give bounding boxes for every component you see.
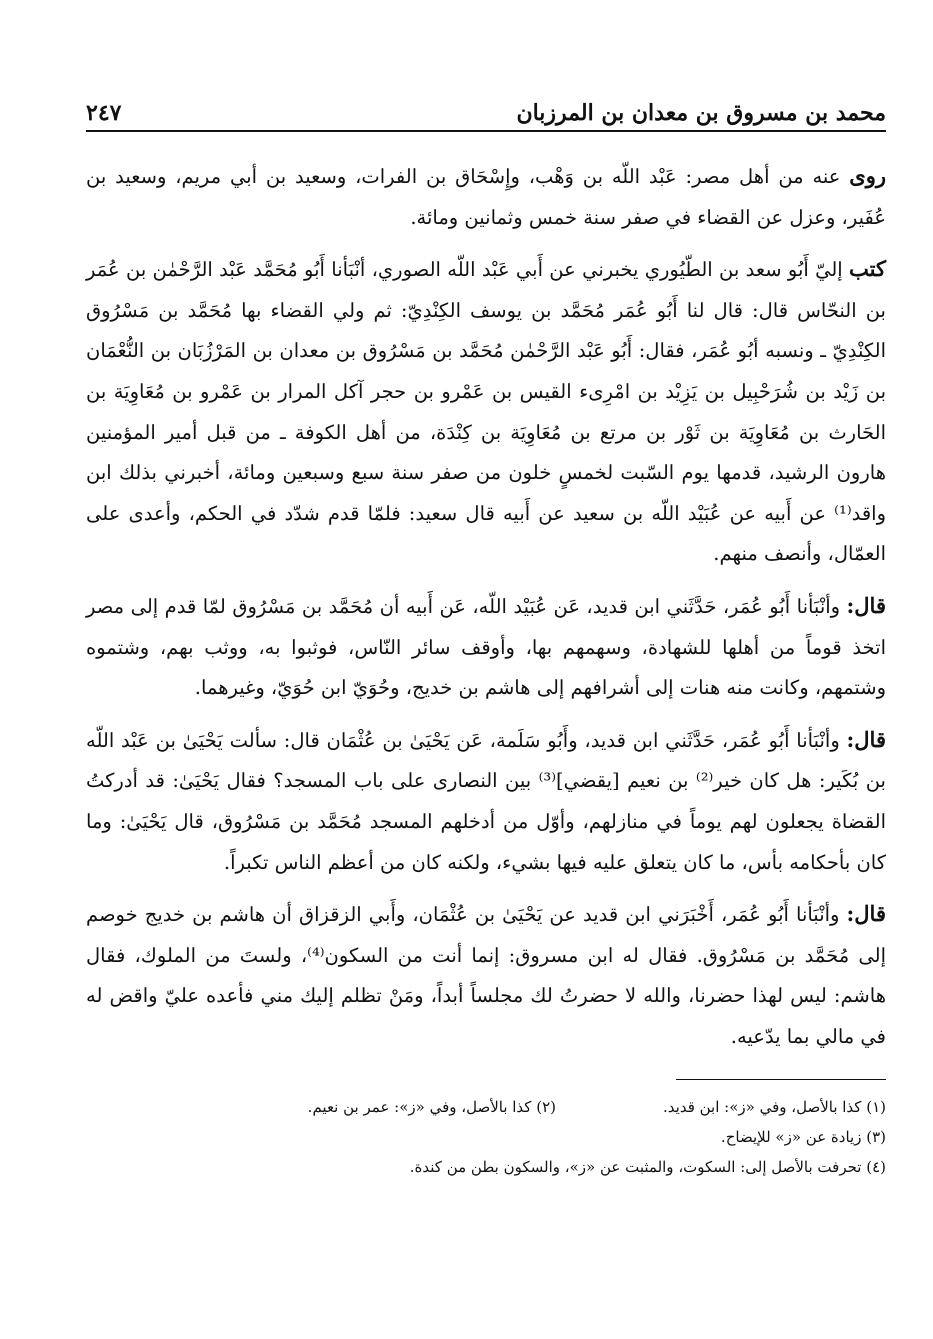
footnote: (١) كذا بالأصل، وفي «ز»: ابن قديد.	[663, 1098, 886, 1117]
book-page	[86, 86, 886, 1182]
paragraph-lead-word: روى	[849, 163, 886, 188]
main-text	[86, 156, 886, 1057]
footnote-row	[86, 1092, 886, 1122]
paragraph-text: وأنْبَأنا أَبُو عُمَر، حَدَّثَني ابن قديد، وأَبُو سَلَمة، عَن يَحْيَىٰ بن عُثْمَان قال: سألت يَحْيَىٰ بن عَبْد اللّه بن بُكَير: هل كان خير⁽²⁾ بن نعيم [يقضي]⁽³⁾ بين النصارى على باب المسجد؟ فقال يَحْيَىٰ: قد أدركتُ القضاة يجعلون لهم يوماً في منازلهم، وأوّل من أدخلهم المسجد مُحَمَّد بن مَسْرُوق، قال يَحْيَىٰ: وما كان بأحكامه بأس، ما كان يتعلق عليه فيها بشيء، ولكنه كان من أعظم الناس تكبراً.	[86, 728, 886, 874]
paragraph-text: عنه من أهل مصر: عَبْد اللّه بن وَهْب، وإِسْحَاق بن الفرات، وسعيد بن أبي مريم، وسعيد بن عُفَير، وعزل عن القضاء في صفر سنة خمس وثمانين ومائة.	[86, 165, 886, 229]
running-header	[86, 86, 886, 126]
paragraph	[86, 720, 886, 883]
paragraph	[86, 586, 886, 709]
footnote: (٢) كذا بالأصل، وفي «ز»: عمر بن نعيم.	[307, 1098, 556, 1117]
footnotes	[86, 1092, 886, 1182]
header-rule	[86, 130, 886, 132]
footnote: (٤) تحرفت بالأصل إلى: السكوت، والمثبت عن «ز»، والسكون بطن من كندة.	[409, 1158, 886, 1177]
paragraph-lead-word: كتب	[849, 256, 886, 282]
paragraph	[86, 249, 886, 575]
paragraph-text: إليّ أَبُو سعد بن الطّيُوري يخبرني عن أَبي عَبْد اللّه الصوري، أنْبَأنا أَبُو مُحَمَّد عَبْد الرَّحْمٰن بن عُمَر بن النحّاس قال: قال لنا أَبُو عُمَر مُحَمَّد بن يوسف الكِنْدِيّ: ثم ولي القضاء بها مُحَمَّد بن مَسْرُوق الكِنْدِيّ ـ ونسبه أبُو عُمَر، فقال: أَبُو عَبْد الرَّحْمٰن مُحَمَّد بن مَسْرُوق بن معدان بن المَرْزُبَان بن النُّعْمَان بن زَيْد بن شُرَحْبِيل بن يَزِيْد بن امْرِىء القيس بن عَمْرو بن حجر آكل المرار بن عَمْرو بن مُعَاوِيَة بن الحَارث بن مُعَاوِيَة بن ثَوْر بن مرتع بن مُعَاوِيَة بن كِنْدَة، من أهل الكوفة ـ من قبل أمير المؤمنين هارون الرشيد، قدمها يوم السّبت لخمسٍ خلون من صفر سنة سبع وسبعين ومائة، أخبرني بذلك ابن واقد⁽¹⁾ عن أَبيه عن عُبَيْد اللّه بن سعيد عن أَبيه قال سعيد: فلمّا قدم شدّد في الحكم، وأعدى على العمّال، وأنصف منهم.	[86, 258, 886, 566]
footnote-row	[86, 1122, 886, 1152]
paragraph-lead-word: قال:	[846, 726, 886, 752]
paragraph-text: وأنْبَأنا أَبُو عُمَر، أَخْبَرَني ابن قديد عن يَحْيَىٰ بن عُثْمَان، وأَبي الزقزاق أن هاشم بن خديج خوصم إلى مُحَمَّد بن مَسْرُوق. فقال له ابن مسروق: إنما أنت من السكون⁽⁴⁾، ولستَ من الملوك، فقال هاشم: ليس لهذا حضرنا، والله لا حضرتُ لك مجلساً أبداً، ومَنْ تظلم إليك مني فأعده عليّ واقض له في مالي بما يدّعيه.	[86, 903, 886, 1048]
footnote: (٣) زيادة عن «ز» للإيضاح.	[720, 1128, 886, 1147]
paragraph-lead-word: قال:	[846, 592, 886, 618]
paragraph-lead-word: قال:	[846, 901, 886, 927]
footnote-row	[86, 1152, 886, 1182]
page-number: ٢٤٧	[86, 100, 122, 126]
paragraph	[86, 156, 886, 238]
paragraph	[86, 894, 886, 1057]
running-title: محمد بن مسروق بن معدان بن المرزبان	[516, 100, 886, 126]
paragraph-text: وأنْبَأنا أَبُو عُمَر، حَدَّثَني ابن قديد، عَن عُبَيْد اللّه، عَن أَبيه أن مُحَمَّد بن مَسْرُوق لمّا قدم إلى مصر اتخذ قوماً من أهلها للشهادة، وسهمهم بها، وأوقف سائر النّاس، فوثبوا به، ووثب بهم، وشتموه وشتمهم، وكانت منه هنات إلى أشرافهم إلى هاشم بن خديج، وحُوَيّ ابن حُوَيّ، وغيرهما.	[86, 594, 886, 700]
footnote-rule	[676, 1079, 886, 1080]
